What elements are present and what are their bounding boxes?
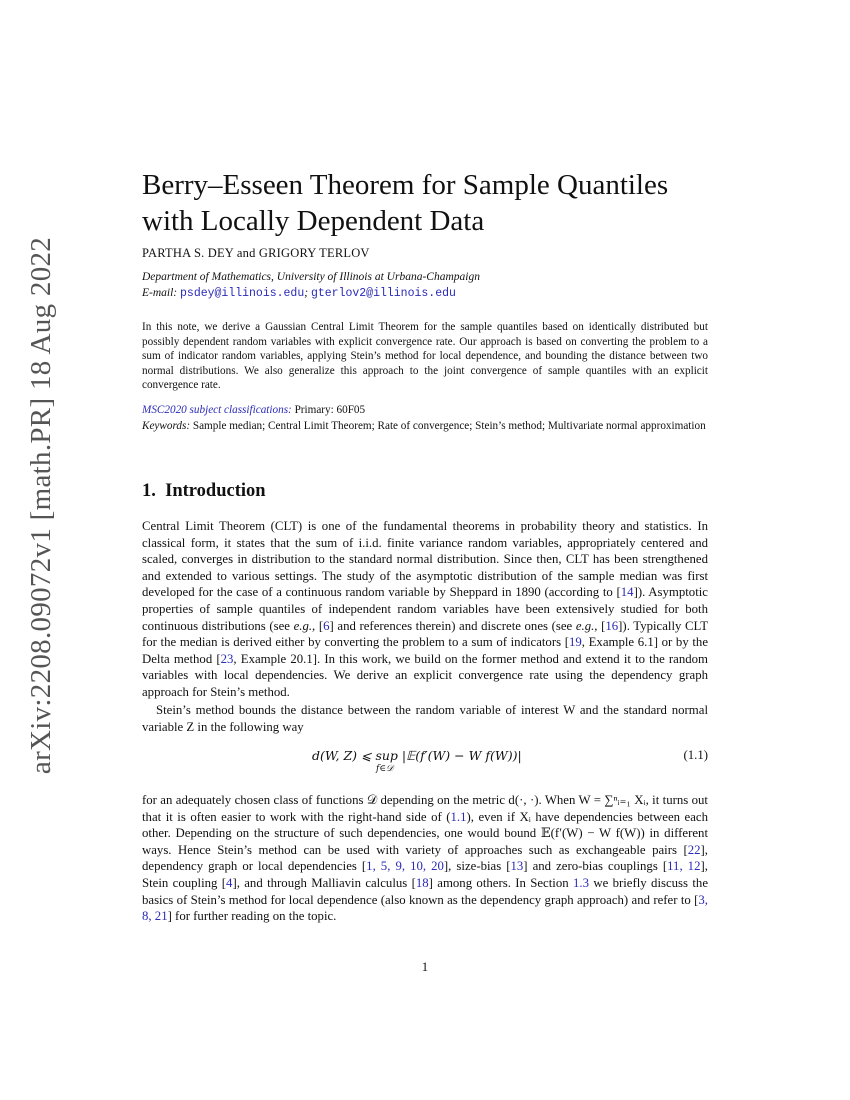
- p3-text-g: ], and through Malliavin calculus [: [232, 875, 416, 890]
- p1-eg-2: e.g.,: [575, 618, 598, 633]
- keywords-label: Keywords:: [142, 420, 191, 432]
- p3-text-c: ], dependency graph or local dependencies [: [142, 842, 708, 874]
- p1-text-a: Central Limit Theorem (CLT) is one of the fundamental theorems in probability theory and statistics. In classical form, it states that the sum of i.i.d. finite variance random variables, appropriately centered and scaled, converges in distribution to the standard normal distribution. Since then, CLT has been strengthened and extended to various settings. The study of the asymptotic distribution of the sample median was first developed for the case of a continuous random variable by Sheppard in 1890 (according to [: [142, 519, 708, 600]
- p3-text-j: ] for further reading on the topic.: [167, 909, 337, 924]
- p1-text-d: ] and references therein) and discrete ones (see: [329, 618, 576, 633]
- paper-title: [142, 167, 708, 239]
- email-separator: ;: [304, 287, 309, 299]
- p3-text-a: for an adequately chosen class of functions 𝒟 depending on the metric d(·, ·). When W = ∑ⁿᵢ₌₁ Xᵢ, it turns out that it is often easier to work with the right-hand side of (: [142, 793, 708, 824]
- p1-text-f: ]). Typically CLT for the median is derived either by converting the problem to a sum of indicators [: [142, 618, 709, 650]
- authors: PARTHA S. DEY and GRIGORY TERLOV: [142, 246, 370, 260]
- section-heading: [142, 481, 266, 502]
- p3-text-e: ] and zero-bias couplings [: [523, 859, 668, 874]
- intro-paragraph-1: [142, 518, 708, 701]
- citation-link[interactable]: 1, 5, 9, 10, 20: [366, 859, 444, 874]
- title-line-2: with Locally Dependent Data: [142, 205, 485, 237]
- email-label: E-mail:: [142, 287, 178, 299]
- affiliation: Department of Mathematics, University of Illinois at Urbana-Champaign: [142, 271, 480, 283]
- arxiv-id-text: arXiv:2208.09072v1 [math.PR] 18 Aug 2022: [25, 236, 58, 774]
- citation-link[interactable]: 14: [620, 585, 634, 600]
- section-number: 1.: [142, 481, 156, 501]
- equation-subscript: f∈𝒟: [376, 764, 394, 774]
- msc-value: Primary: 60F05: [294, 404, 366, 416]
- page-number: 1: [421, 960, 429, 974]
- email-link-2[interactable]: gterlov2@illinois.edu: [310, 287, 456, 300]
- p1-text-g: , Example 6.1] or by the Delta method [: [142, 635, 708, 666]
- keywords-value: Sample median; Central Limit Theorem; Rate of convergence; Stein’s method; Multivariate normal approximation: [192, 420, 706, 432]
- msc-classification: [142, 403, 708, 418]
- email-line: [142, 286, 456, 301]
- msc-link[interactable]: MSC2020 subject classifications:: [142, 404, 292, 416]
- citation-link[interactable]: 18: [415, 875, 429, 890]
- citation-link[interactable]: 6: [323, 618, 330, 633]
- section-ref-link[interactable]: 1.3: [572, 875, 589, 890]
- abstract: In this note, we derive a Gaussian Central Limit Theorem for the sample quantiles based on identically distributed but possibly dependent random variables with explicit convergence rate. Our approach is based on converting the problem to a sum of indicator random variables, applying Stein’s method for local dependence, and bounding the distance between two normal distributions. We also generalize this approach to the joint convergence of sample quantiles with an explicit convergence rate.: [142, 321, 708, 391]
- p1-eg-1: e.g.,: [293, 618, 316, 633]
- email-link-1[interactable]: psdey@illinois.edu: [180, 287, 305, 300]
- p3-text-h: ] among others. In Section: [428, 875, 573, 890]
- arxiv-side-identifier: [22, 236, 62, 774]
- citation-link[interactable]: 23: [220, 651, 234, 666]
- p1-text-h: , Example 20.1]. In this work, we build on the former method and extend it to the random variables with local dependencies. We derive an explicit convergence rate using the dependency graph approach for Stein’s method.: [142, 651, 708, 699]
- p1-text-e: [: [597, 618, 606, 633]
- equation-body: d(W, Z) ⩽ sup |𝔼(f′(W) − W f(W))|: [312, 748, 522, 763]
- citation-link[interactable]: 4: [226, 875, 233, 890]
- intro-paragraph-2: Stein’s method bounds the distance between the random variable of interest W and the standard normal variable Z in the following way: [142, 703, 708, 734]
- p1-text-b: ]). Asymptotic properties of sample quantiles of independent random variables have been extensively studied for both continuous distributions (see: [142, 585, 708, 633]
- citation-link[interactable]: 3, 8, 21: [142, 892, 708, 924]
- p3-text-f: ], Stein coupling [: [142, 859, 708, 890]
- section-title: Introduction: [165, 481, 266, 501]
- equation-number: (1.1): [683, 748, 708, 762]
- citation-link[interactable]: 22: [687, 842, 701, 857]
- p3-text-d: ], size-bias [: [443, 859, 511, 874]
- citation-link[interactable]: 13: [510, 859, 524, 874]
- equation-ref-link[interactable]: 1.1: [450, 809, 467, 824]
- p1-text-c: [: [315, 618, 324, 633]
- p3-text-i: we briefly discuss the basics of Stein’s method for local dependence (also known as the dependency graph approach) and refer to [: [142, 875, 708, 907]
- citation-link[interactable]: 11, 12: [667, 859, 701, 874]
- title-line-1: Berry–Esseen Theorem for Sample Quantiles: [142, 169, 669, 201]
- citation-link[interactable]: 16: [605, 618, 619, 633]
- citation-link[interactable]: 19: [568, 635, 582, 650]
- p3-text-b: ), even if Xᵢ have dependencies between each other. Depending on the structure of such dependencies, one would bound 𝔼(f′(W) − W f(W)) in different ways. Hence Stein’s method can be used with variety of approaches such as exchangeable pairs [: [142, 809, 708, 857]
- keywords: [142, 419, 708, 434]
- equation-1-1: [142, 746, 708, 780]
- intro-paragraph-3: [142, 792, 708, 925]
